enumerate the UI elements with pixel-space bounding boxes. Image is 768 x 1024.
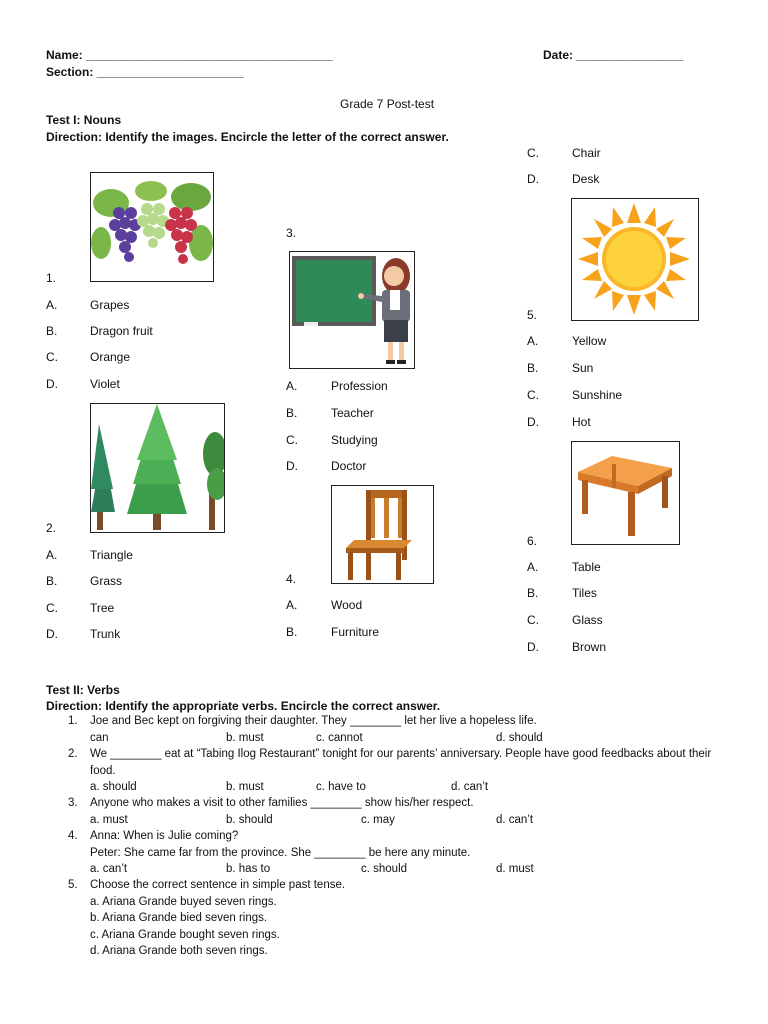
item-1-choice-b[interactable]: Dragon fruit <box>90 324 153 338</box>
item-2-choice-a[interactable]: Triangle <box>90 548 133 562</box>
q3-option-d[interactable]: d. can’t <box>496 814 534 826</box>
sun-image <box>571 198 699 321</box>
item-3-letter-a: A. <box>286 379 298 393</box>
item-5-letter-c: C. <box>527 388 539 402</box>
chair-image <box>331 485 434 584</box>
grapes-image <box>90 172 214 282</box>
q3-number: 3. <box>68 797 78 809</box>
item-6-letter-a: A. <box>527 560 539 574</box>
item-3-letter-c: C. <box>286 433 298 447</box>
q4-text: Anna: When is Julie coming? <box>90 830 239 842</box>
table-image <box>571 441 680 545</box>
q1-option-c[interactable]: c. cannot <box>316 732 363 744</box>
item-1-letter-a: A. <box>46 298 58 312</box>
q3-text: Anyone who makes a visit to other families ________ show his/her respect. <box>90 797 474 809</box>
q2-option-c[interactable]: c. have to <box>316 781 366 793</box>
test2-direction: Direction: Identify the appropriate verbs. Encircle the correct answer. <box>46 699 441 713</box>
teacher-image <box>289 251 415 369</box>
test2-heading: Test II: Verbs <box>46 683 120 697</box>
item-3-number: 3. <box>286 226 297 240</box>
q2-option-d[interactable]: d. can’t <box>451 781 489 793</box>
item-4-letter-d: D. <box>527 172 539 186</box>
item-6-choice-b[interactable]: Tiles <box>572 586 597 600</box>
item-4-number: 4. <box>286 572 297 586</box>
q5-option-a[interactable]: a. Ariana Grande buyed seven rings. <box>90 896 277 908</box>
item-6-letter-c: C. <box>527 613 539 627</box>
item-2-letter-c: C. <box>46 601 58 615</box>
item-1-number: 1. <box>46 271 57 285</box>
q1-text: Joe and Bec kept on forgiving their daughter. They ________ let her live a hopeless life. <box>90 715 537 727</box>
q1-option-d[interactable]: d. should <box>496 732 543 744</box>
q4-text-continued: Peter: She came far from the province. She ________ be here any minute. <box>90 847 471 859</box>
item-5-letter-a: A. <box>527 334 539 348</box>
q3-option-b[interactable]: b. should <box>226 814 273 826</box>
q3-option-a[interactable]: a. must <box>90 814 128 826</box>
item-3-choice-b[interactable]: Teacher <box>331 406 374 420</box>
date-field-label: Date: ________________ <box>543 48 684 62</box>
item-3-choice-d[interactable]: Doctor <box>331 459 367 473</box>
q3-option-c[interactable]: c. may <box>361 814 395 826</box>
item-2-letter-b: B. <box>46 574 58 588</box>
q1-option-b[interactable]: b. must <box>226 732 264 744</box>
item-1-letter-b: B. <box>46 324 58 338</box>
item-5-choice-d[interactable]: Hot <box>572 415 591 429</box>
q5-number: 5. <box>68 879 78 891</box>
q5-option-d[interactable]: d. Ariana Grande both seven rings. <box>90 945 268 957</box>
item-6-choice-a[interactable]: Table <box>572 560 601 574</box>
item-3-letter-d: D. <box>286 459 298 473</box>
q4-option-a[interactable]: a. can’t <box>90 863 128 875</box>
item-2-letter-d: D. <box>46 627 58 641</box>
item-6-choice-d[interactable]: Brown <box>572 640 607 654</box>
item-2-choice-d[interactable]: Trunk <box>90 627 121 641</box>
test1-heading: Test I: Nouns <box>46 113 122 127</box>
q2-option-b[interactable]: b. must <box>226 781 264 793</box>
item-4-letter-b: B. <box>286 625 298 639</box>
q5-option-c[interactable]: c. Ariana Grande bought seven rings. <box>90 929 280 941</box>
item-3-choice-c[interactable]: Studying <box>331 433 378 447</box>
name-field-label: Name: _____________________________________ <box>46 48 333 62</box>
item-2-number: 2. <box>46 521 57 535</box>
q2-text-continued: food. <box>90 765 116 777</box>
item-4-choice-d[interactable]: Desk <box>572 172 600 186</box>
item-4-choice-c[interactable]: Chair <box>572 146 601 160</box>
item-1-choice-d[interactable]: Violet <box>90 377 120 391</box>
item-3-choice-a[interactable]: Profession <box>331 379 388 393</box>
item-5-choice-c[interactable]: Sunshine <box>572 388 623 402</box>
item-3-letter-b: B. <box>286 406 298 420</box>
item-6-choice-c[interactable]: Glass <box>572 613 603 627</box>
item-6-letter-b: B. <box>527 586 539 600</box>
item-1-choice-a[interactable]: Grapes <box>90 298 130 312</box>
item-5-choice-b[interactable]: Sun <box>572 361 594 375</box>
item-6-number: 6. <box>527 534 538 548</box>
item-4-choice-b[interactable]: Furniture <box>331 625 380 639</box>
item-5-number: 5. <box>527 308 538 322</box>
item-6-letter-d: D. <box>527 640 539 654</box>
page-title: Grade 7 Post-test <box>340 97 435 111</box>
item-1-letter-d: D. <box>46 377 58 391</box>
q4-option-c[interactable]: c. should <box>361 863 408 875</box>
q5-text: Choose the correct sentence in simple past tense. <box>90 879 346 891</box>
item-4-choice-a[interactable]: Wood <box>331 598 363 612</box>
test1-direction: Direction: Identify the images. Encircle the letter of the correct answer. <box>46 130 449 144</box>
q1-number: 1. <box>68 715 78 727</box>
item-5-letter-b: B. <box>527 361 539 375</box>
item-1-choice-c[interactable]: Orange <box>90 350 131 364</box>
item-1-letter-c: C. <box>46 350 58 364</box>
q2-text: We ________ eat at “Tabing Ilog Restaurant” tonight for our parents’ anniversary. People have good feedbacks about their <box>90 748 712 760</box>
item-4-letter-c: C. <box>527 146 539 160</box>
q1-option-a[interactable]: can <box>90 732 109 744</box>
section-field-label: Section: ______________________ <box>46 65 244 79</box>
item-5-letter-d: D. <box>527 415 539 429</box>
item-2-choice-b[interactable]: Grass <box>90 574 123 588</box>
item-2-letter-a: A. <box>46 548 58 562</box>
item-5-choice-a[interactable]: Yellow <box>572 334 607 348</box>
q4-option-b[interactable]: b. has to <box>226 863 271 875</box>
q4-option-d[interactable]: d. must <box>496 863 534 875</box>
item-4-letter-a: A. <box>286 598 298 612</box>
item-2-choice-c[interactable]: Tree <box>90 601 115 615</box>
q2-number: 2. <box>68 748 78 760</box>
q4-number: 4. <box>68 830 78 842</box>
trees-image <box>90 403 225 533</box>
q2-option-a[interactable]: a. should <box>90 781 137 793</box>
q5-option-b[interactable]: b. Ariana Grande bied seven rings. <box>90 912 268 924</box>
